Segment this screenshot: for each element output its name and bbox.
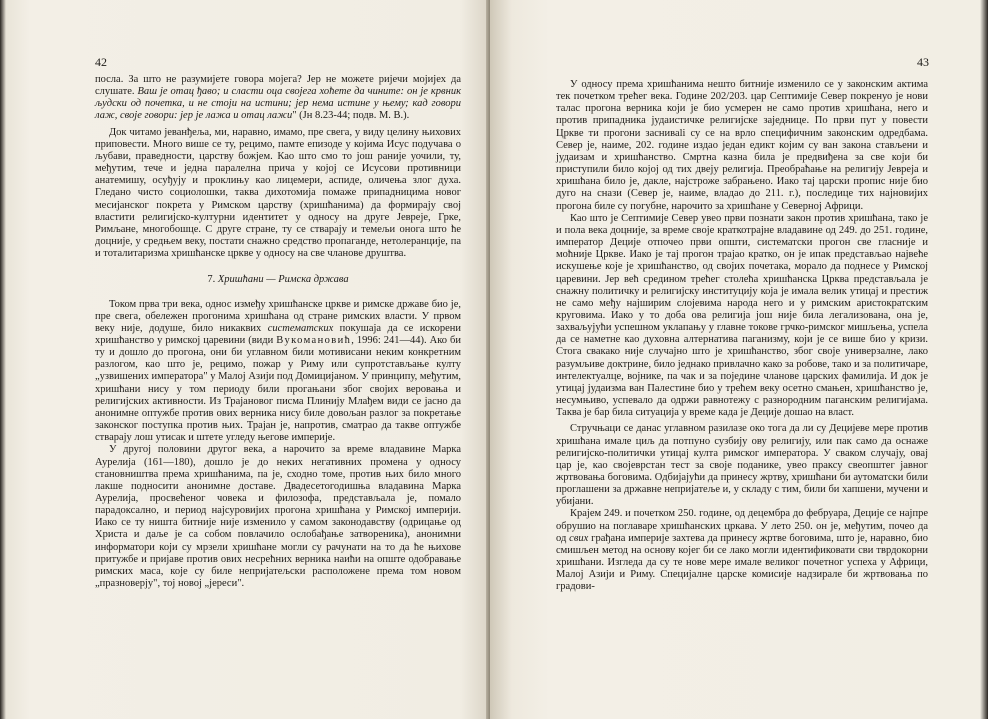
author-citation: Вукомановић xyxy=(276,334,352,346)
page-text xyxy=(95,74,461,590)
page-number: 43 xyxy=(917,55,929,69)
section-heading xyxy=(95,274,461,286)
section-title: Хришћани — Римска држава xyxy=(217,274,349,286)
text-run: Током прва три века, однос између хришћанске цркве и римске државе био је, пре свега, обележен прогонима хришћана од стране римских власти. У првом веку није, додуше, било никаквих xyxy=(95,298,461,334)
paragraph: Као што је Септимије Север увео први познати закон против хришћана, тако је и пола века доцније, за време своје краткотрајне владавине од 249. до 251. године, император Деције отпочео први општи, систематски прогон све гласније и моћније Цркве. Иако је тај прогон трајао кратко, он је ипак представљао највеће искушење које је хришћанство, од својих почетака, морало да поднесе у Римској царевини. Јер већ средином трећег столећа хришћанска Црква представљала је снажну политичку и религијску институцију која је имала велик утицај и престиж не само међу најширим слојевима народа него и у римским аристократским круговима. Иако у то доба ова религија још није била легализована, она је, захваљујући успешном уклапању у главне токове грчко-римског мишљења, успела да се наметне као духовна алтернатива паганизму, који је се више био у кризи. Стога свакако није случајно што је хришћанство, због своје универзалне, лако разумљиве доктрине, било једнако привлачно како за робове, тако и за политичаре, интелектуалце, војнике, па чак и за поједине чланове царских фамилија. И док је утицај јудаизма ван Палестине био у трећем веку осетно смањен, хришћанство је, несумњиво, успевало да одржи равнотежу с разнородним паганским религијама. Таква је бар била ситуација у време када је Деције дошао на власт. xyxy=(556,212,928,419)
text-run: Крајем 249. и почетком 250. године, од децембра до фебруара, Деције се најпре обрушио на поглаваре хришћанских цркава. У лето 250. он је, међутим, почео да од xyxy=(556,508,928,544)
paragraph xyxy=(95,74,461,123)
page-number: 42 xyxy=(95,55,107,69)
text-run: покушаја да се искорени хришћанство у римској царевини (види xyxy=(95,322,461,346)
paragraph: У другој половини другог века, а нарочито за време владавине Марка Аурелија (161—180), дошло је до неких негативних промена у односу становништва према хришћанима, па је, сходно томе, против њих било много лакше подносити анонимне доставе. Двадесетогодишња владавина Марка Аурелија, просвећеног човека и филозофа, представљала је, помало парадоксално, и период најсуровијих прогона хришћана у Римској империји. Иако се ту ништа битније није изменило у самом законодавству (одрицање од Христа и даље је са собом повлачило ослобађање затвореника), анонимни информатори који су мрзели хришћане могли су рачунати на то да ће њихове притужбе и пријаве против ових несрећних верника наићи на опште одобравање римских маса, које су биле непријатељски расположене према том новом „празноверју", тој новој „јереси". xyxy=(95,444,461,590)
page-text xyxy=(556,79,928,594)
italic-word: систематских xyxy=(267,322,334,334)
text-run: посла. За што не разумијете говора мојега? Јер не можете ријечи мојијех да слушате. xyxy=(95,74,461,98)
paragraph: У односу према хришћанима нешто битније изменило се у законским актима тек почетком трећег века. Године 202/203. цар Септимије Север покренуо је нови талас прогона верника који је био усмерен не само против хришћана, него и против припадника јудаистичке религијске заједнице. По први пут у повести Цркве ти прогони засниваli су се на врло специфичним законским одредбама. Север је, наиме, 202. године издао један едикт којим су ван закона стављени и јудаизам и хришћанство. Смртна казна била је предвиђена за све који би приступили било којој од тих двеју религија. Преобраћање на религију Јевреја и хришћана било је, дакле, најстроже забрањено. Иако тај царски пропис није био дуго на снази (Север је, наиме, владао до 211. г.), последице тих најновијих прогона биле су погубне, нарочито за хришћане у Северној Африци. xyxy=(556,79,928,212)
italic-quote: Ваш је отац ђаво; и сласти оца својега хоћете да чините: он је крвник људски од почетка, и не стоји на истини; јер нема истине у њему; кад говори лаж, своје говори: јер је лажа и отац лажи xyxy=(95,86,461,122)
paragraph: Док читамо јеванђеља, ми, наравно, имамо, пре свега, у виду целину њихових приповести. Много више се ту, рецимо, памте епизоде у којима Исус подучава о љубави, праведности, царству божјем. Као што смо то још раније уочили, ту, међутим, тече и једна паралелна прича у којој се Исусови противници анатемишу, осуђују и проклињу као лицемери, аспиде, оличења злог духа. Гледано чисто социолошки, таква дихотомија помаже припадницима новог месијанског покрета у Римском царству (хришћанима) да формирају свој властити религијско-културни идентитет у односу на друге Јевреје, Грке, Римљане, многобошце. С друге стране, ту се стварају и темељи онога што ће доцније, у средњем веку, постати снажно средство пропаганде, нетолеранције, па и тоталитаризма хришћанске цркве у односу на све чланове друштва. xyxy=(95,126,461,260)
paragraph xyxy=(556,508,928,593)
left-page xyxy=(0,0,490,719)
text-run: , 1996: 241—44). Ако би ту и дошло до прогона, они би углавном били мотивисани неким конкретним разлогом, као што је, рецимо, пожар у Риму или супротстављање култу „узвишених императора" у Малој Азији под Домицијаном. У принципу, међутим, хришћани нису у том периоду били прогањани због својих веровања и религијских активности. Из Трајановог писма Плинију Млађем види се јасно да анонимне оптужбе против ових верника нису биле довољан разлог за покретање законског поступка против њих. Трајан је, напротив, сматрао да такве оптужбе стварају лош утисак и штете угледу његове империје. xyxy=(95,334,461,444)
text-run: грађана империје захтева да принесу жртве боговима, што је, наравно, био смишљен метод на основу којег би се лако могли идентификовати сви тврдокорни хришћани. Изгледа да су те нове мере имале великог почетног успеха у Африци, Малој Азији и Риму. Специјалне царске комисије надзирале би жртвовања по градови- xyxy=(556,532,928,593)
italic-word: свих xyxy=(569,532,589,544)
paragraph xyxy=(95,299,461,445)
paragraph: Стручњаци се данас углавном разилазе око тога да ли су Децијеве мере против хришћана имале циљ да потпуно сузбију ову религију, или пак само да оснаже религијско-политички утицај култа римског императора. У сваком случају, овај цар је, као својеврстан тест за своје поданике, увео праксу свеопштег јавног жртвовања боговима. Одбијајући да принесу жртву, хришћани би аутоматски били проглашени за државне непријатеље и, у складу с тим, били би хапшени, мучени и убијани. xyxy=(556,423,928,508)
section-number: 7. xyxy=(207,274,216,286)
text-run: " (Јн 8.23-44; подв. М. В.). xyxy=(292,110,410,122)
right-page xyxy=(490,0,988,719)
